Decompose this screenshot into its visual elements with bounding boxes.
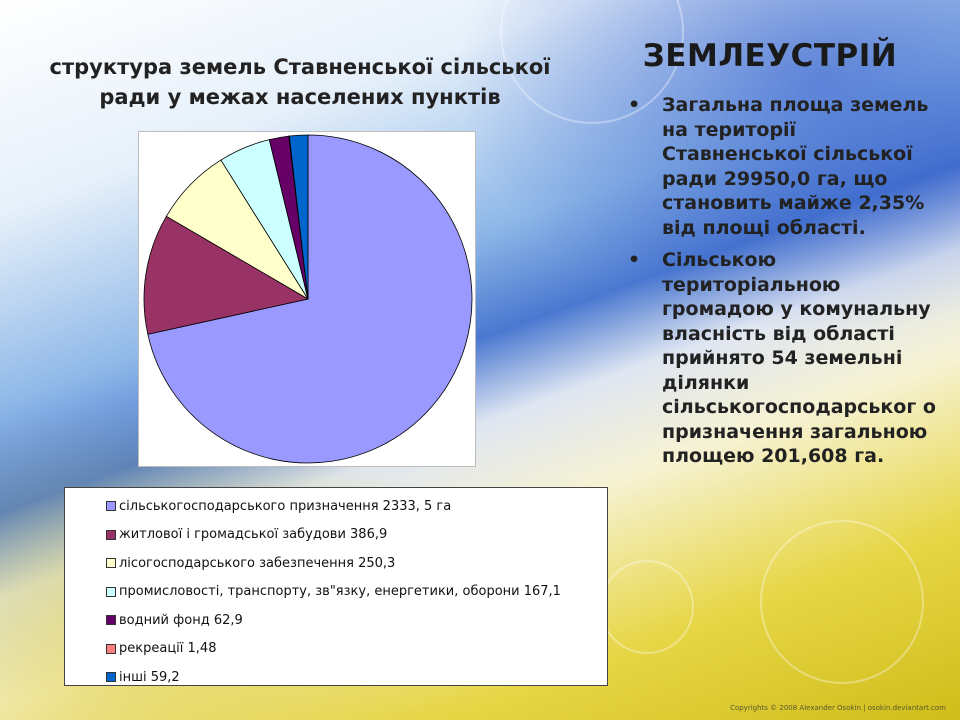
legend-label: рекреації 1,48 [119, 641, 217, 656]
legend-item [106, 526, 387, 544]
legend-item [106, 611, 243, 629]
legend-swatch [106, 501, 116, 511]
legend-label: лісогосподарського забезпечення 250,3 [119, 555, 396, 571]
legend-item [106, 497, 451, 515]
bullet-list [626, 93, 936, 477]
legend-label: житлової і громадської забудови 386,9 [119, 527, 388, 542]
bullet-item [626, 248, 936, 469]
legend-label: інші 59,2 [119, 669, 180, 685]
legend-item [106, 554, 395, 572]
legend-item [106, 668, 180, 686]
legend-swatch [106, 615, 116, 625]
bullet-item [626, 93, 936, 240]
bullet-icon: • [628, 94, 641, 116]
legend-swatch [106, 558, 116, 568]
chart-legend [64, 487, 608, 686]
bullet-text: Сільською територіальною громадою у комунальну власність від області прийнято 54 земельні ділянки сільськогосподарськог о призначення загальною площею 201,608 га. [662, 249, 936, 467]
pie-chart [139, 132, 475, 466]
bullet-text: Загальна площа земель на території Ставненської сільської ради 29950,0 га, що становить майже 2,35% від площі області. [662, 94, 929, 239]
bullet-icon: • [628, 249, 641, 271]
slide-heading: ЗЕМЛЕУСТРІЙ [642, 38, 898, 74]
legend-label: сільськогосподарського призначення 2333, 5 га [119, 498, 452, 514]
chart-title: структура земель Ставненської сільської ради у межах населених пунктів [49, 55, 551, 109]
decorative-swirl [600, 560, 694, 654]
legend-swatch [106, 672, 116, 682]
legend-label: водний фонд 62,9 [119, 612, 243, 628]
pie-chart-area [138, 131, 476, 467]
legend-swatch [106, 530, 116, 540]
copyright-credit: Copyrights © 2008 Alexander Osokin | osokin.deviantart.com [730, 704, 946, 712]
decorative-swirl [760, 520, 924, 684]
legend-label: промисловості, транспорту, зв"язку, енергетики, оборони 167,1 [119, 584, 561, 599]
legend-swatch [106, 587, 116, 597]
legend-item [106, 640, 216, 658]
legend-swatch [106, 644, 116, 654]
legend-item [106, 583, 561, 601]
